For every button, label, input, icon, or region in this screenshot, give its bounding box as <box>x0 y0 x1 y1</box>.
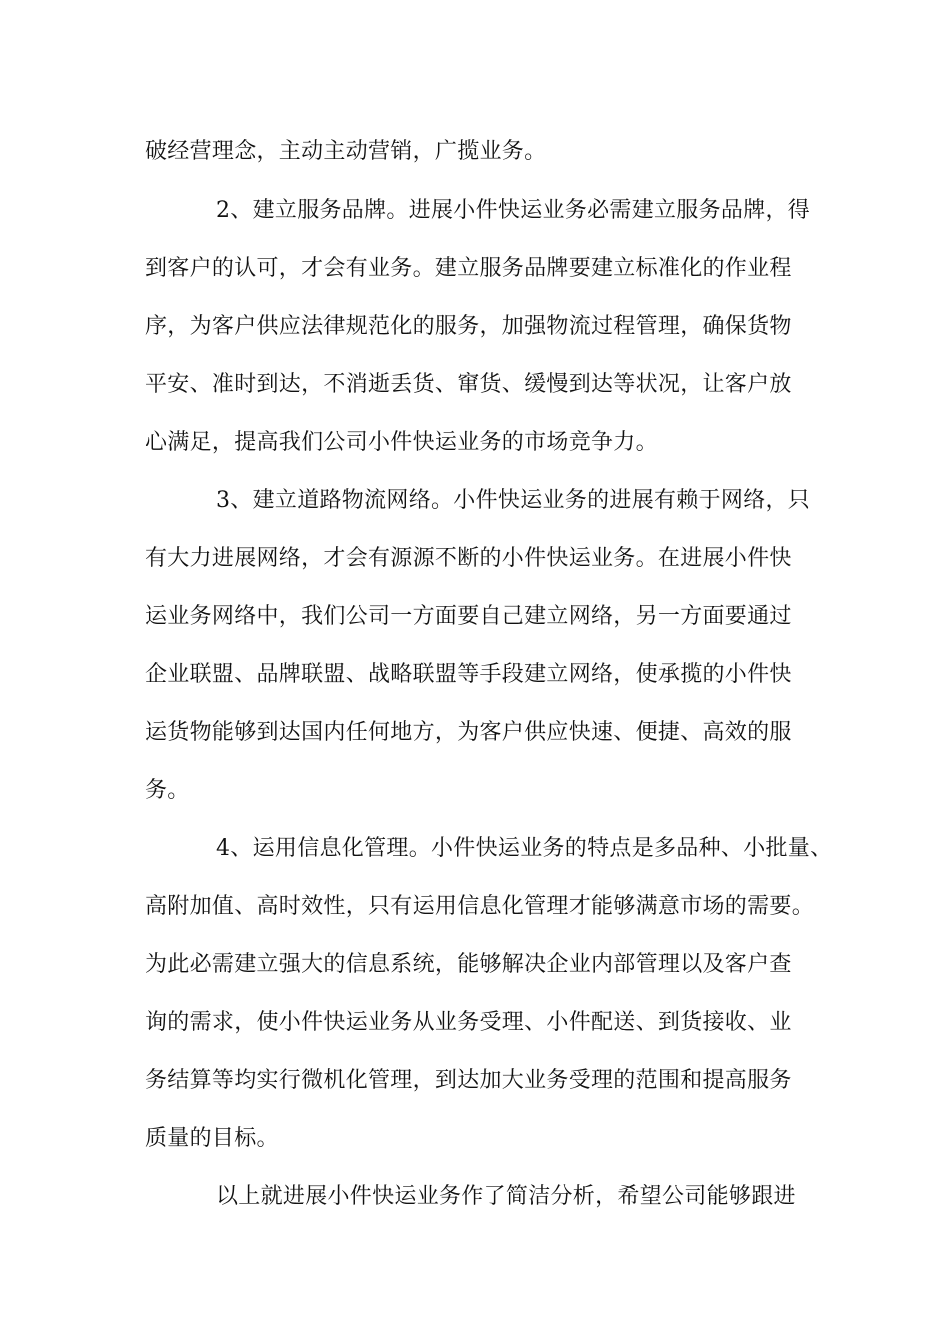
text-line: 务。 <box>145 778 190 803</box>
text-line: 心满足，提高我们公司小件快运业务的市场竞争力。 <box>145 430 658 455</box>
text-line: 询的需求，使小件快运业务从业务受理、小件配送、到货接收、业 <box>145 1010 792 1035</box>
text-line: 为此必需建立强大的信息系统，能够解决企业内部管理以及客户查 <box>145 952 792 977</box>
text-line: 高附加值、高时效性，只有运用信息化管理才能够满意市场的需要。 <box>145 894 815 919</box>
text-line: 有大力进展网络，才会有源源不断的小件快运业务。在进展小件快 <box>145 546 792 571</box>
text-line: 到客户的认可，才会有业务。建立服务品牌要建立标准化的作业程 <box>145 256 792 281</box>
text-line: 3、建立道路物流网络。小件快运业务的进展有赖于网络，只 <box>216 488 811 513</box>
text-line: 运业务网络中，我们公司一方面要自己建立网络，另一方面要通过 <box>145 604 792 629</box>
text-line: 质量的目标。 <box>145 1126 279 1151</box>
text-line: 破经营理念，主动主动营销，广揽业务。 <box>145 139 547 164</box>
text-line: 务结算等均实行微机化管理，到达加大业务受理的范围和提高服务 <box>145 1068 792 1093</box>
text-line: 平安、准时到达，不消逝丢货、窜货、缓慢到达等状况，让客户放 <box>145 372 792 397</box>
text-line: 序，为客户供应法律规范化的服务，加强物流过程管理，确保货物 <box>145 314 792 339</box>
text-line: 2、建立服务品牌。进展小件快运业务必需建立服务品牌，得 <box>216 198 811 223</box>
text-line: 企业联盟、品牌联盟、战略联盟等手段建立网络，使承揽的小件快 <box>145 662 792 687</box>
text-line: 运货物能够到达国内任何地方，为客户供应快速、便捷、高效的服 <box>145 720 792 745</box>
text-line: 4、运用信息化管理。小件快运业务的特点是多品种、小批量、 <box>216 836 833 861</box>
text-line: 以上就进展小件快运业务作了简洁分析，希望公司能够跟进 <box>216 1184 796 1209</box>
